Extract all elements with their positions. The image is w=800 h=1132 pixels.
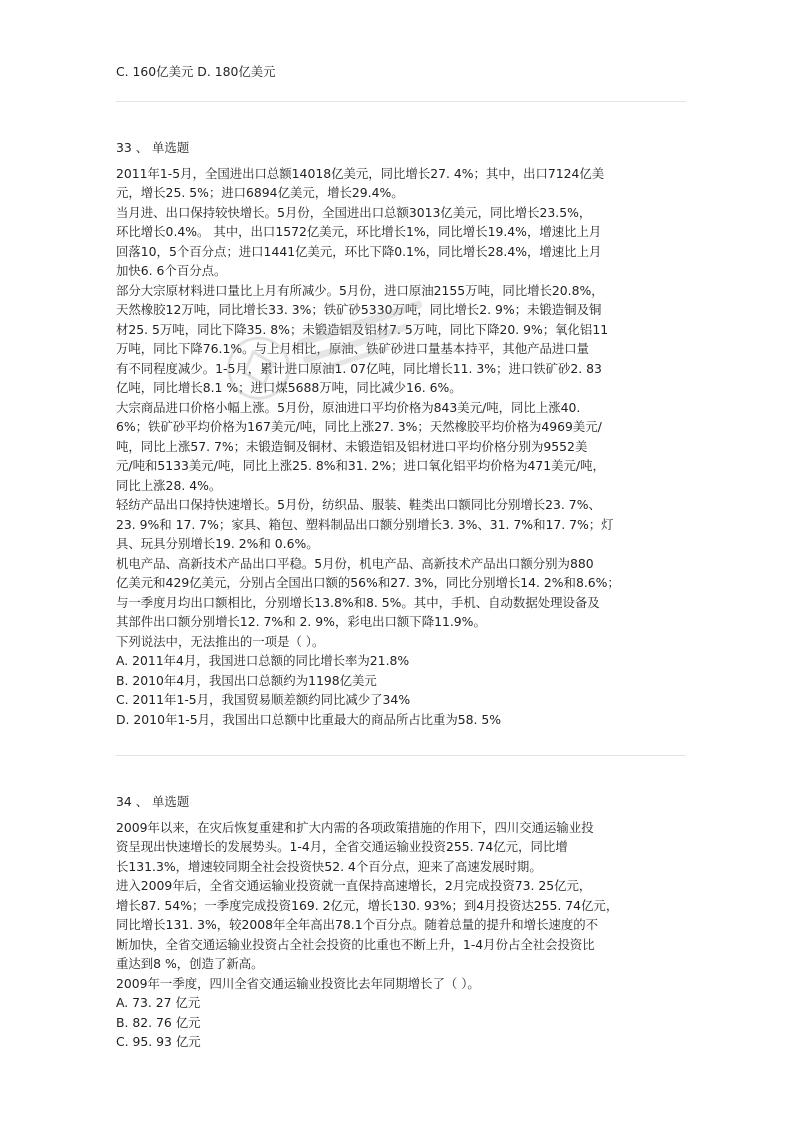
q34-header: 34 、 单选题 <box>116 794 190 809</box>
q33-stem-line: 其部件出口额分别增长12. 7%和 2. 9%，彩电出口额下降11.9%。 <box>116 614 486 629</box>
q33-stem-line: 机电产品、高新技术产品出口平稳。5月份，机电产品、高新技术产品出口额分别为880 <box>116 556 594 571</box>
q33-stem-line: 吨，同比上涨57. 7%；未锻造铜及铜材、未锻造铝及铝材进口平均价格分别为9552美 <box>116 439 588 454</box>
q34-stem-line: 长131.3%，增速较同期全社会投资快52. 4个百分点，迎来了高速发展时期。 <box>116 859 542 874</box>
q34-option-b: B. 82. 76 亿元 <box>116 1015 201 1030</box>
q33-stem-line: 元/吨和5133美元/吨，同比上涨25. 8%和31. 2%；进口氧化铝平均价格为471美元/吨， <box>116 458 605 473</box>
q34-option-a: A. 73. 27 亿元 <box>116 995 201 1010</box>
q33-option-d: D. 2010年1-5月，我国出口总额中比重最大的商品所占比重为58. 5% <box>116 712 502 727</box>
q33-stem-line: 6%；铁矿砂平均价格为167美元/吨，同比上涨27. 3%；天然橡胶平均价格为4969美元/ <box>116 419 602 434</box>
q33-option-a: A. 2011年4月，我国进口总额的同比增长率为21.8% <box>116 653 410 668</box>
q33-stem-line: 天然橡胶12万吨，同比增长33. 3%；铁矿砂5330万吨，同比增长2. 9%；未锻造铜及铜 <box>116 302 602 317</box>
q33-stem-line: 2011年1-5月，全国进出口总额14018亿美元，同比增长27. 4%；其中，出口7124亿美 <box>116 166 605 181</box>
q33-stem-line: 当月进、出口保持较快增长。5月份，全国进出口总额3013亿美元，同比增长23.5%， <box>116 205 592 220</box>
q34-stem-line: 2009年以来，在灾后恢复重建和扩大内需的各项政策措施的作用下，四川交通运输业投 <box>116 820 594 835</box>
q33-stem-line: 具、玩具分别增长19. 2%和 0.6%。 <box>116 536 319 551</box>
q34-option-c: C. 95. 93 亿元 <box>116 1034 201 1049</box>
q33-question: 下列说法中，无法推出的一项是（ ）。 <box>116 634 325 649</box>
q33-header: 33 、 单选题 <box>116 140 190 155</box>
q34-stem-line: 进入2009年后，全省交通运输业投资就一直保持高速增长，2月完成投资73. 25亿元， <box>116 878 592 893</box>
q33-stem-line: 轻纺产品出口保持快速增长。5月份，纺织品、服装、鞋类出口额同比分别增长23. 7%、 <box>116 497 601 512</box>
q33-stem-line: 材25. 5万吨，同比下降35. 8%；未锻造铝及铝材7. 5万吨，同比下降20. 9%；氧化铝11 <box>116 322 609 337</box>
q33-stem-line: 加快6. 6个百分点。 <box>116 263 227 278</box>
q33-stem-line: 亿吨，同比增长8.1 %；进口煤5688万吨，同比减少16. 6%。 <box>116 380 462 395</box>
q33-stem-line: 部分大宗原材料进口量比上月有所减少。5月份，进口原油2155万吨，同比增长20.8%， <box>116 283 604 298</box>
q33-stem-line: 亿美元和429亿美元，分别占全国出口额的56%和27. 3%，同比分别增长14. 2%和8.6%； <box>116 575 620 590</box>
q33-stem-line: 有不同程度减少。1-5月，累计进口原油1. 07亿吨，同比增长11. 3%；进口铁矿砂2. 83 <box>116 361 602 376</box>
q33-stem-line: 与一季度月均出口额相比，分别增长13.8%和8. 5%。其中，手机、自动数据处理设备及 <box>116 595 600 610</box>
q33-stem-line: 同比上涨28. 4%。 <box>116 478 222 493</box>
q34-stem-line: 重达到8 %，创造了新高。 <box>116 956 264 971</box>
question-divider <box>116 101 686 102</box>
q33-stem-line: 万吨，同比下降76.1%。与上月相比，原油、铁矿砂进口量基本持平，其他产品进口量 <box>116 341 590 356</box>
q34-stem-line: 增长87. 54%；一季度完成投资169. 2亿元，增长130. 93%；到4月投资达255. 74亿元， <box>116 898 619 913</box>
question-divider <box>116 755 686 756</box>
q34-stem-line: 断加快，全省交通运输业投资占全社会投资的比重也不断上升，1-4月份占全社会投资比 <box>116 937 595 952</box>
q33-option-c: C. 2011年1-5月，我国贸易顺差额约同比减少了34% <box>116 692 411 707</box>
q32-options-line: C. 160亿美元 D. 180亿美元 <box>116 64 276 79</box>
q33-stem-line: 环比增长0.4%。 其中，出口1572亿美元，环比增长1%，同比增长19.4%，增速比上月 <box>116 224 602 239</box>
q33-stem-line: 23. 9%和 17. 7%；家具、箱包、塑料制品出口额分别增长3. 3%、31. 7%和17. 7%；灯 <box>116 517 614 532</box>
q34-question: 2009年一季度，四川全省交通运输业投资比去年同期增长了（ ）。 <box>116 976 480 991</box>
q33-stem-line: 回落10，5个百分点；进口1441亿美元，环比下降0.1%，同比增长28.4%，增速比上月 <box>116 244 602 259</box>
q33-option-b: B. 2010年4月，我国出口总额约为1198亿美元 <box>116 673 377 688</box>
q34-stem-line: 同比增长131. 3%，较2008年全年高出78.1个百分点。随着总量的提升和增长速度的不 <box>116 917 599 932</box>
q33-stem-line: 元，增长25. 5%；进口6894亿美元，增长29.4%。 <box>116 185 404 200</box>
q34-stem-line: 资呈现出快速增长的发展势头。1-4月，全省交通运输业投资255. 74亿元，同比增 <box>116 839 568 854</box>
q33-stem-line: 大宗商品进口价格小幅上涨。5月份，原油进口平均价格为843美元/吨，同比上涨40. <box>116 400 581 415</box>
